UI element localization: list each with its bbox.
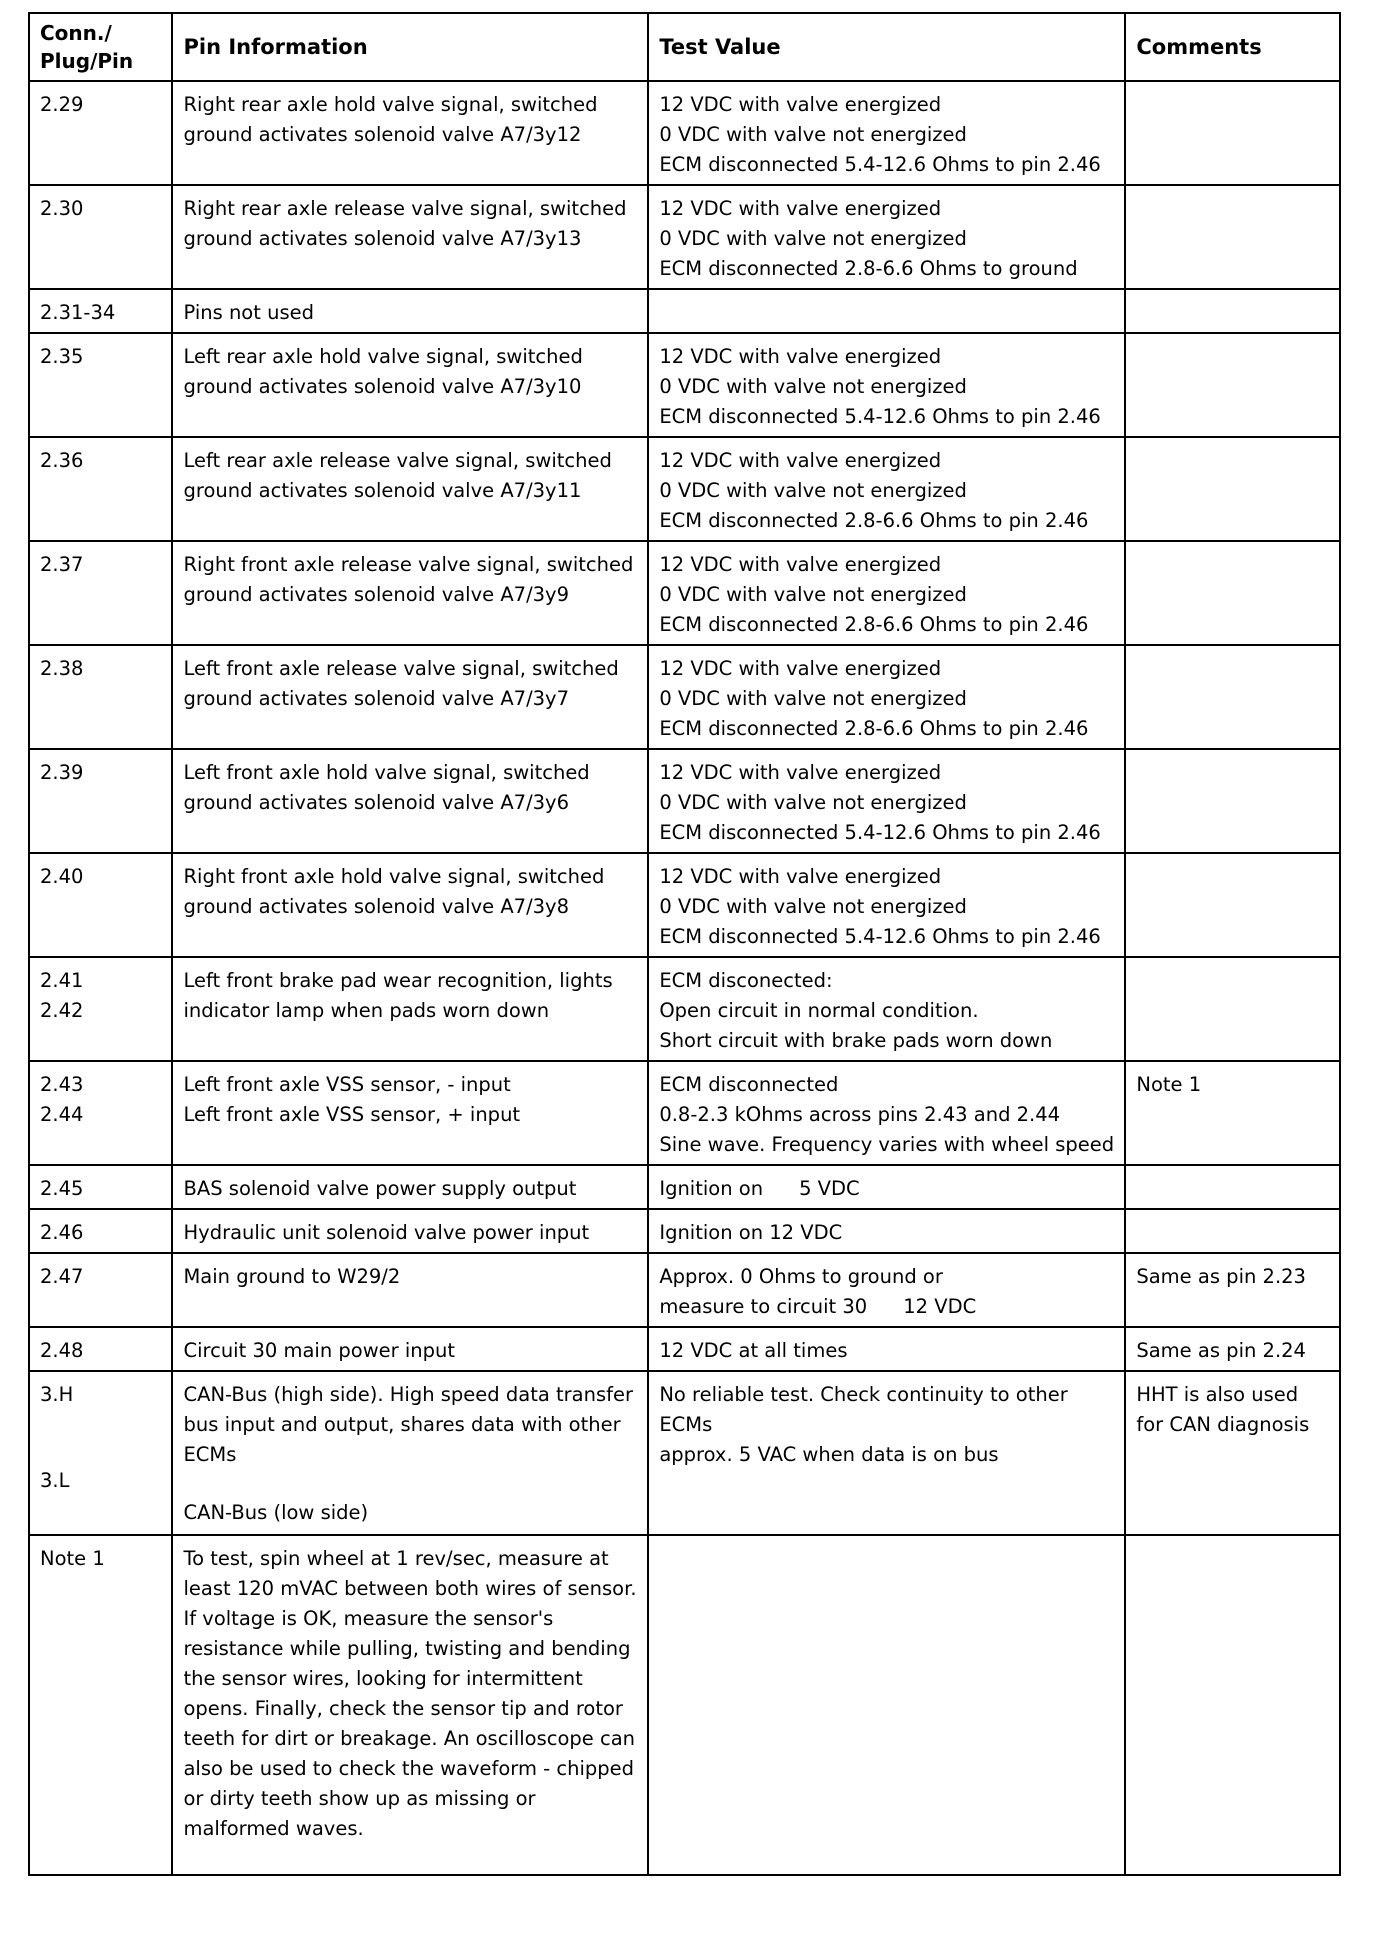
table-row [29,1371,1340,1535]
test-cell: 12 VDC with valve energized 0 VDC with valve not energized ECM disconnected 2.8-6.6 Ohms to pin 2.46 [648,437,1125,541]
pin-cell: 2.38 [29,645,172,749]
table-row [29,541,1340,645]
pin-label: 2.44 [40,1103,84,1126]
header-test-value: Test Value [648,13,1125,81]
pin-label: 2.42 [40,999,84,1022]
test-cell: No reliable test. Check continuity to other ECMs approx. 5 VAC when data is on bus [648,1371,1125,1535]
info-cell: Left front brake pad wear recognition, lights indicator lamp when pads worn down [172,957,648,1061]
pin-cell: 2.47 [29,1253,172,1327]
test-cell: 12 VDC with valve energized 0 VDC with valve not energized ECM disconnected 2.8-6.6 Ohms to pin 2.46 [648,645,1125,749]
test-cell: 12 VDC with valve energized 0 VDC with valve not energized ECM disconnected 5.4-12.6 Ohms to pin 2.46 [648,749,1125,853]
pin-label: 3.H [40,1383,74,1406]
info-cell: Left front axle hold valve signal, switched ground activates solenoid valve A7/3y6 [172,749,648,853]
table-row [29,1327,1340,1371]
comment-cell: Note 1 [1125,1061,1340,1165]
note-text-cell: To test, spin wheel at 1 rev/sec, measure at least 120 mVAC between both wires of sensor. If voltage is OK, measure the sensor's resistance while pulling, twisting and bending the sensor wires, looking for intermittent opens. Finally, check the sensor tip and rotor teeth for dirt or breakage. An oscilloscope can also be used to check the waveform - chipped or dirty teeth show up as missing or malformed waves. [172,1535,648,1875]
table-row [29,645,1340,749]
table-row [29,1535,1340,1875]
header-pin-information: Pin Information [172,13,648,81]
table-row [29,81,1340,185]
comment-cell [1125,437,1340,541]
comment-cell: Same as pin 2.24 [1125,1327,1340,1371]
comment-cell [1125,749,1340,853]
header-comments: Comments [1125,13,1340,81]
header-row [29,13,1340,81]
comment-cell [1125,957,1340,1061]
table-row [29,1061,1340,1165]
table-row [29,1209,1340,1253]
info-cell: Right front axle release valve signal, switched ground activates solenoid valve A7/3y9 [172,541,648,645]
info-cell: Hydraulic unit solenoid valve power input [172,1209,648,1253]
pin-label: 2.41 [40,969,84,992]
info-cell: Right front axle hold valve signal, switched ground activates solenoid valve A7/3y8 [172,853,648,957]
comment-cell: HHT is also used for CAN diagnosis [1125,1371,1340,1535]
info-cell: Pins not used [172,289,648,333]
pin-cell: 2.39 [29,749,172,853]
pin-cell: 2.46 [29,1209,172,1253]
pin-cell: 2.48 [29,1327,172,1371]
comment-cell: Same as pin 2.23 [1125,1253,1340,1327]
test-cell: 12 VDC with valve energized 0 VDC with valve not energized ECM disconnected 2.8-6.6 Ohms to ground [648,185,1125,289]
table-row [29,853,1340,957]
comment-cell [1125,645,1340,749]
comment-cell [1125,541,1340,645]
pin-cell: 2.29 [29,81,172,185]
table-row [29,437,1340,541]
document-page [28,12,1341,1876]
pin-cell: 2.35 [29,333,172,437]
table-row [29,1165,1340,1209]
info-cell: Left front axle VSS sensor, - input Left front axle VSS sensor, + input [172,1061,648,1165]
table-row [29,1253,1340,1327]
test-cell: Ignition on 5 VDC [648,1165,1125,1209]
comment-cell [1125,289,1340,333]
table-row [29,185,1340,289]
pin-label: 3.L [40,1469,70,1492]
pin-cell: 2.45 [29,1165,172,1209]
pin-cell [29,1371,172,1535]
table-row [29,333,1340,437]
comment-cell [1125,1535,1340,1875]
test-cell: 12 VDC at all times [648,1327,1125,1371]
pin-cell: 2.40 [29,853,172,957]
pin-cell: 2.31-34 [29,289,172,333]
table-row [29,957,1340,1061]
info-cell: Left front axle release valve signal, switched ground activates solenoid valve A7/3y7 [172,645,648,749]
note-label-cell: Note 1 [29,1535,172,1875]
table-row [29,289,1340,333]
info-cell: BAS solenoid valve power supply output [172,1165,648,1209]
test-cell: Approx. 0 Ohms to ground or measure to circuit 30 12 VDC [648,1253,1125,1327]
pin-cell [29,957,172,1061]
pin-cell: 2.30 [29,185,172,289]
test-cell: 12 VDC with valve energized 0 VDC with valve not energized ECM disconnected 5.4-12.6 Ohms to pin 2.46 [648,853,1125,957]
pin-cell: 2.37 [29,541,172,645]
header-pin: Conn./ Plug/Pin [29,13,172,81]
pin-label: 2.43 [40,1073,84,1096]
test-cell [648,1535,1125,1875]
test-cell: ECM disconnected 0.8-2.3 kOhms across pins 2.43 and 2.44 Sine wave. Frequency varies with wheel speed [648,1061,1125,1165]
info-cell: Left rear axle release valve signal, switched ground activates solenoid valve A7/3y11 [172,437,648,541]
test-cell: 12 VDC with valve energized 0 VDC with valve not energized ECM disconnected 2.8-6.6 Ohms to pin 2.46 [648,541,1125,645]
comment-cell [1125,333,1340,437]
comment-cell [1125,853,1340,957]
test-cell: 12 VDC with valve energized 0 VDC with valve not energized ECM disconnected 5.4-12.6 Ohms to pin 2.46 [648,81,1125,185]
test-cell: ECM disconected: Open circuit in normal condition. Short circuit with brake pads worn down [648,957,1125,1061]
comment-cell [1125,185,1340,289]
info-cell: Right rear axle hold valve signal, switched ground activates solenoid valve A7/3y12 [172,81,648,185]
pin-cell: 2.36 [29,437,172,541]
test-cell [648,289,1125,333]
info-cell: Right rear axle release valve signal, switched ground activates solenoid valve A7/3y13 [172,185,648,289]
pin-cell [29,1061,172,1165]
test-cell: Ignition on 12 VDC [648,1209,1125,1253]
info-cell: Circuit 30 main power input [172,1327,648,1371]
test-cell: 12 VDC with valve energized 0 VDC with valve not energized ECM disconnected 5.4-12.6 Ohms to pin 2.46 [648,333,1125,437]
pin-table [28,12,1341,1876]
info-cell: Left rear axle hold valve signal, switched ground activates solenoid valve A7/3y10 [172,333,648,437]
table-row [29,749,1340,853]
comment-cell [1125,81,1340,185]
info-cell: CAN-Bus (high side). High speed data transfer bus input and output, shares data with other ECMs CAN-Bus (low side) [172,1371,648,1535]
comment-cell [1125,1165,1340,1209]
comment-cell [1125,1209,1340,1253]
info-cell: Main ground to W29/2 [172,1253,648,1327]
